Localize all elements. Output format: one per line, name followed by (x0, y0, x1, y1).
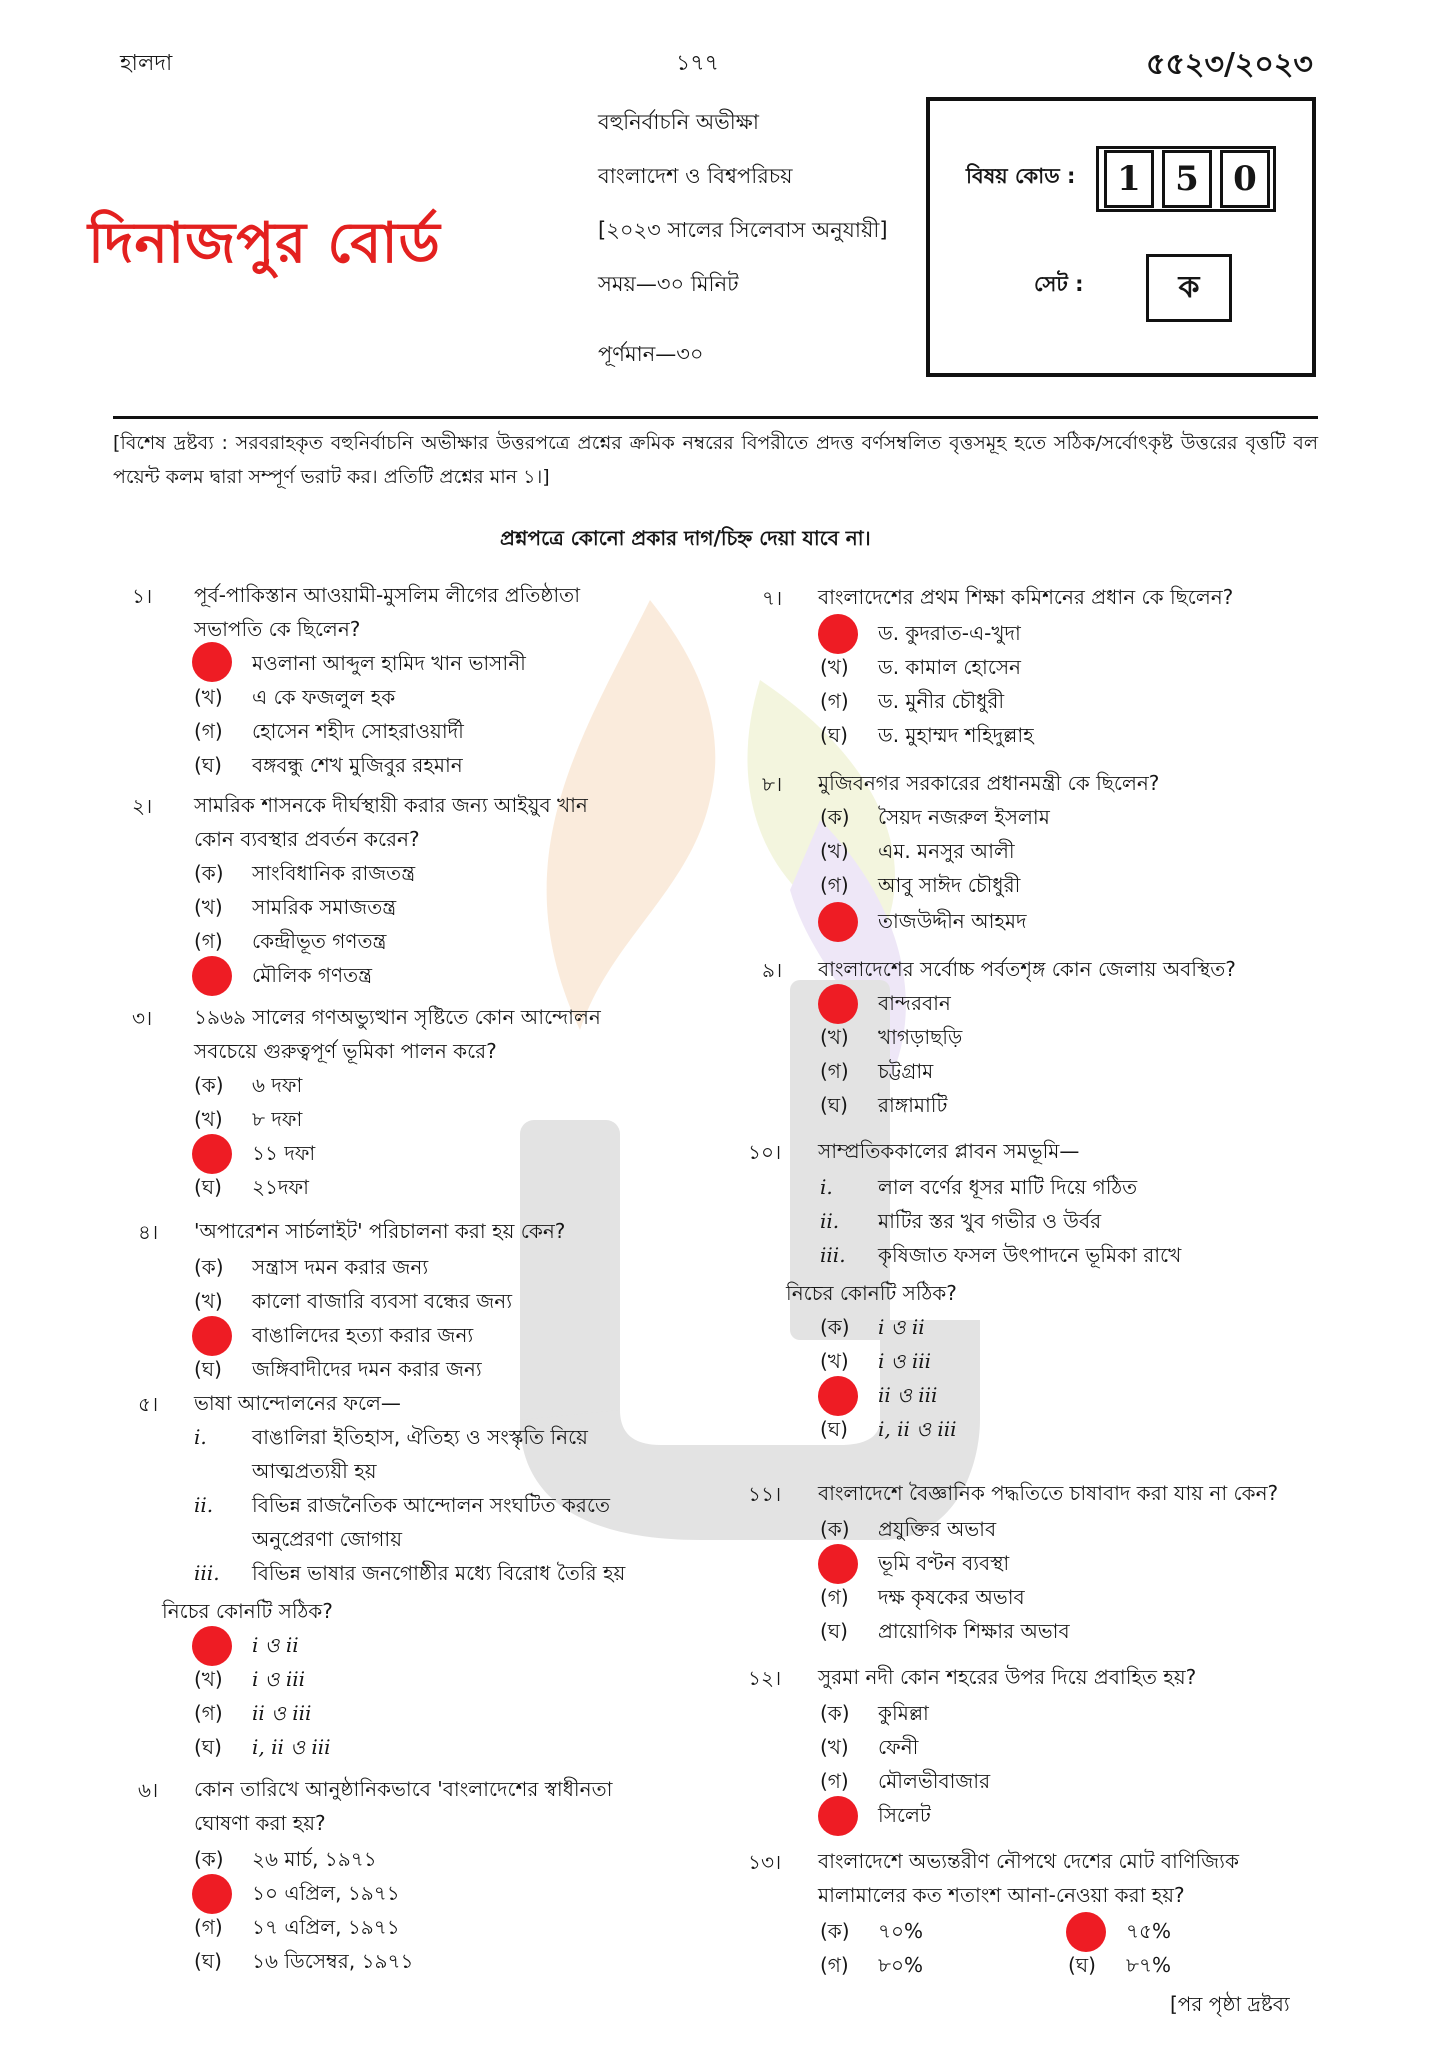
q3-line-2: সবচেয়ে গুরুত্বপূর্ণ ভূমিকা পালন করে? (194, 1039, 497, 1063)
q5-option-c[interactable]: (গ) ii ও iii (194, 1701, 312, 1725)
q5-statement-2: ii. বিভিন্ন রাজনৈতিক আন্দোলন সংঘটিত করতে (194, 1493, 610, 1517)
q8-option-b[interactable]: (খ) এম. মনসুর আলী (820, 839, 1015, 863)
q10-number: ১০। (748, 1140, 782, 1164)
q10-line-1: সাম্প্রতিককালের প্লাবন সমভূমি— (818, 1139, 1080, 1163)
q4-number: ৪। (138, 1220, 159, 1244)
q13-option-c[interactable]: (গ) ৮০% (820, 1953, 923, 1977)
q10-option-a[interactable]: (ক) i ও ii (820, 1315, 925, 1339)
subject-code-digit-2: 5 (1162, 150, 1212, 208)
set-label: সেট : (1034, 272, 1084, 296)
q2-option-a[interactable]: (ক) সাংবিধানিক রাজতন্ত্র (194, 861, 416, 885)
q13-option-d[interactable]: (ঘ) ৮৭% (1068, 1953, 1171, 1977)
q11-option-d[interactable]: (ঘ) প্রায়োগিক শিক্ষার অভাব (820, 1619, 1070, 1643)
set-value: ক (1146, 254, 1232, 322)
q2-option-c[interactable]: (গ) কেন্দ্রীভূত গণতন্ত্র (194, 929, 387, 953)
q12-line-1: সুরমা নদী কোন শহরের উপর দিয়ে প্রবাহিত হয়? (818, 1665, 1197, 1689)
q5-which-correct: নিচের কোনটি সঠিক? (162, 1599, 333, 1623)
q1-line-2: সভাপতি কে ছিলেন? (194, 617, 361, 641)
q12-option-d[interactable]: সিলেট (878, 1803, 931, 1827)
q1-option-a[interactable]: মওলানা আব্দুল হামিদ খান ভাসানী (252, 651, 526, 675)
q5-number: ৫। (138, 1392, 159, 1416)
q11-option-a[interactable]: (ক) প্রযুক্তির অভাব (820, 1517, 997, 1541)
q4-option-c[interactable]: বাঙালিদের হত্যা করার জন্য (252, 1323, 474, 1347)
q12-number: ১২। (748, 1666, 782, 1690)
subject-code-box (926, 97, 1316, 377)
q11-option-b[interactable]: ভূমি বণ্টন ব্যবস্থা (878, 1551, 1010, 1575)
q13-option-b[interactable]: ৭৫% (1126, 1919, 1171, 1943)
q1-option-d[interactable]: (ঘ) বঙ্গবন্ধু শেখ মুজিবুর রহমান (194, 753, 463, 777)
q3-option-d[interactable]: (ঘ) ২১দফা (194, 1175, 309, 1199)
q5-option-a[interactable]: i ও ii (252, 1633, 299, 1657)
subject-code-label: বিষয় কোড : (966, 164, 1076, 188)
syllabus-note: [২০২৩ সালের সিলেবাস অনুযায়ী] (598, 218, 888, 242)
q10-statement-1: i. লাল বর্ণের ধূসর মাটি দিয়ে গঠিত (820, 1175, 1138, 1199)
q6-option-a[interactable]: (ক) ২৬ মার্চ, ১৯৭১ (194, 1847, 377, 1871)
q10-option-c[interactable]: ii ও iii (878, 1383, 938, 1407)
q2-line-1: সামরিক শাসনকে দীর্ঘস্থায়ী করার জন্য আইয়ুব খান (194, 793, 588, 817)
q3-option-c[interactable]: ১১ দফা (252, 1141, 316, 1165)
q1-line-1: পূর্ব-পাকিস্তান আওয়ামী-মুসলিম লীগের প্রতিষ্ঠাতা (194, 583, 580, 607)
q5-line-1: ভাষা আন্দোলনের ফলে— (194, 1391, 401, 1415)
q8-option-d[interactable]: তাজউদ্দীন আহমদ (878, 909, 1027, 933)
q8-option-a[interactable]: (ক) সৈয়দ নজরুল ইসলাম (820, 805, 1050, 829)
q10-which-correct: নিচের কোনটি সঠিক? (786, 1281, 957, 1305)
q7-option-b[interactable]: (খ) ড. কামাল হোসেন (820, 655, 1021, 679)
q12-option-b[interactable]: (খ) ফেনী (820, 1735, 919, 1759)
q6-option-d[interactable]: (ঘ) ১৬ ডিসেম্বর, ১৯৭১ (194, 1949, 414, 1973)
q3-option-a[interactable]: (ক) ৬ দফা (194, 1073, 303, 1097)
q7-option-c[interactable]: (গ) ড. মুনীর চৌধুরী (820, 689, 1005, 713)
q12-option-a[interactable]: (ক) কুমিল্লা (820, 1701, 929, 1725)
exam-time: সময়—৩০ মিনিট (598, 272, 739, 296)
q11-option-c[interactable]: (গ) দক্ষ কৃষকের অভাব (820, 1585, 1025, 1609)
q9-line-1: বাংলাদেশের সর্বোচ্চ পর্বতশৃঙ্গ কোন জেলায় অবস্থিত? (818, 957, 1236, 981)
q7-number: ৭। (762, 586, 783, 610)
warning-text: প্রশ্নপত্রে কোনো প্রকার দাগ/চিহ্ন দেয়া যাবে না। (500, 526, 871, 550)
q6-option-b[interactable]: ১০ এপ্রিল, ১৯৭১ (252, 1881, 400, 1905)
q6-line-2: ঘোষণা করা হয়? (194, 1811, 326, 1835)
q4-option-a[interactable]: (ক) সন্ত্রাস দমন করার জন্য (194, 1255, 429, 1279)
q3-line-1: ১৯৬৯ সালের গণঅভ্যুত্থান সৃষ্টিতে কোন আন্দোলন (194, 1005, 601, 1029)
q6-number: ৬। (138, 1778, 159, 1802)
q11-number: ১১। (748, 1482, 782, 1506)
q2-option-b[interactable]: (খ) সামরিক সমাজতন্ত্র (194, 895, 397, 919)
q9-option-b[interactable]: (খ) খাগড়াছড়ি (820, 1025, 963, 1049)
page-number: ১৭৭ (676, 51, 719, 76)
q12-option-c[interactable]: (গ) মৌলভীবাজার (820, 1769, 991, 1793)
q5-statement-2-cont: অনুপ্রেরণা জোগায় (252, 1527, 402, 1551)
q5-statement-3: iii. বিভিন্ন ভাষার জনগোষ্ঠীর মধ্যে বিরোধ তৈরি হয় (194, 1561, 626, 1585)
question-code: ৫৫২৩/২০২৩ (1146, 47, 1313, 82)
q7-line-1: বাংলাদেশের প্রথম শিক্ষা কমিশনের প্রধান কে ছিলেন? (818, 585, 1234, 609)
header-rule (113, 416, 1318, 419)
full-marks: পূর্ণমান—৩০ (598, 342, 704, 366)
q10-option-d[interactable]: (ঘ) i, ii ও iii (820, 1417, 957, 1441)
q5-statement-1-cont: আত্মপ্রত্যয়ী হয় (252, 1459, 377, 1483)
q2-number: ২। (132, 794, 153, 818)
q3-option-b[interactable]: (খ) ৮ দফা (194, 1107, 303, 1131)
q9-option-d[interactable]: (ঘ) রাঙ্গামাটি (820, 1093, 948, 1117)
q8-option-c[interactable]: (গ) আবু সাঈদ চৌধুরী (820, 873, 1021, 897)
q10-statement-3: iii. কৃষিজাত ফসল উৎপাদনে ভূমিকা রাখে (820, 1243, 1182, 1267)
q1-option-b[interactable]: (খ) এ কে ফজলুল হক (194, 685, 396, 709)
q13-line-2: মালামালের কত শতাংশ আনা-নেওয়া করা হয়? (818, 1883, 1185, 1907)
header-left-label: হালদা (120, 51, 173, 76)
board-title: দিনাজপুর বোর্ড (88, 210, 441, 276)
q8-number: ৮। (762, 772, 783, 796)
q5-option-b[interactable]: (খ) i ও iii (194, 1667, 306, 1691)
q2-option-d[interactable]: মৌলিক গণতন্ত্র (252, 963, 373, 987)
subject-code-digit-3: 0 (1220, 150, 1270, 208)
q10-option-b[interactable]: (খ) i ও iii (820, 1349, 932, 1373)
q10-statement-2: ii. মাটির স্তর খুব গভীর ও উর্বর (820, 1209, 1102, 1233)
q5-statement-1: i. বাঙালিরা ইতিহাস, ঐতিহ্য ও সংস্কৃতি নিয়ে (194, 1425, 588, 1449)
subject-name: বাংলাদেশ ও বিশ্বপরিচয় (598, 164, 793, 188)
q13-option-a[interactable]: (ক) ৭০% (820, 1919, 924, 1943)
q4-option-b[interactable]: (খ) কালো বাজারি ব্যবসা বন্ধের জন্য (194, 1289, 513, 1313)
q6-option-c[interactable]: (গ) ১৭ এপ্রিল, ১৯৭১ (194, 1915, 400, 1939)
q9-number: ৯। (762, 958, 783, 982)
q5-option-d[interactable]: (ঘ) i, ii ও iii (194, 1735, 331, 1759)
q13-number: ১৩। (748, 1850, 782, 1874)
subject-code-digit-1: 1 (1104, 150, 1154, 208)
q4-line-1: 'অপারেশন সার্চলাইট' পরিচালনা করা হয় কেন? (194, 1219, 566, 1243)
q6-line-1: কোন তারিখে আনুষ্ঠানিকভাবে 'বাংলাদেশের স্বাধীনতা (194, 1777, 613, 1801)
q9-option-c[interactable]: (গ) চট্টগ্রাম (820, 1059, 934, 1083)
q13-line-1: বাংলাদেশে অভ্যন্তরীণ নৌপথে দেশের মোট বাণিজ্যিক (818, 1849, 1239, 1873)
q1-number: ১। (132, 584, 153, 608)
q2-line-2: কোন ব্যবস্থার প্রবর্তন করেন? (194, 827, 420, 851)
q8-line-1: মুজিবনগর সরকারের প্রধানমন্ত্রী কে ছিলেন? (818, 771, 1160, 795)
q9-option-a[interactable]: বান্দরবান (878, 991, 951, 1015)
footer-next-page: [পর পৃষ্ঠা দ্রষ্টব্য (1170, 1992, 1290, 2016)
special-notice: [বিশেষ দ্রষ্টব্য : সরবরাহকৃত বহুনির্বাচনি অভীক্ষার উত্তরপত্রে প্রশ্নের ক্রমিক নম্বরের বিপরীতে প্রদত্ত বর্ণসম্বলিত বৃত্তসমূহ হতে সঠিক/সর্বোৎকৃষ্ট উত্তরের বৃত্তটি বল পয়েন্ট কলম দ্বারা সম্পূর্ণ ভরাট কর। প্রতিটি প্রশ্নের মান ১।] (113, 432, 1318, 488)
q4-option-d[interactable]: (ঘ) জঙ্গিবাদীদের দমন করার জন্য (194, 1357, 482, 1381)
q7-option-a[interactable]: ড. কুদরাত-এ-খুদা (878, 621, 1021, 645)
q3-number: ৩। (132, 1006, 153, 1030)
q1-option-c[interactable]: (গ) হোসেন শহীদ সোহরাওয়ার্দী (194, 719, 464, 743)
q11-line-1: বাংলাদেশে বৈজ্ঞানিক পদ্ধতিতে চাষাবাদ করা যায় না কেন? (818, 1481, 1279, 1505)
q7-option-d[interactable]: (ঘ) ড. মুহাম্মদ শহিদুল্লাহ (820, 723, 1034, 747)
exam-type: বহুনির্বাচনি অভীক্ষা (598, 110, 759, 134)
